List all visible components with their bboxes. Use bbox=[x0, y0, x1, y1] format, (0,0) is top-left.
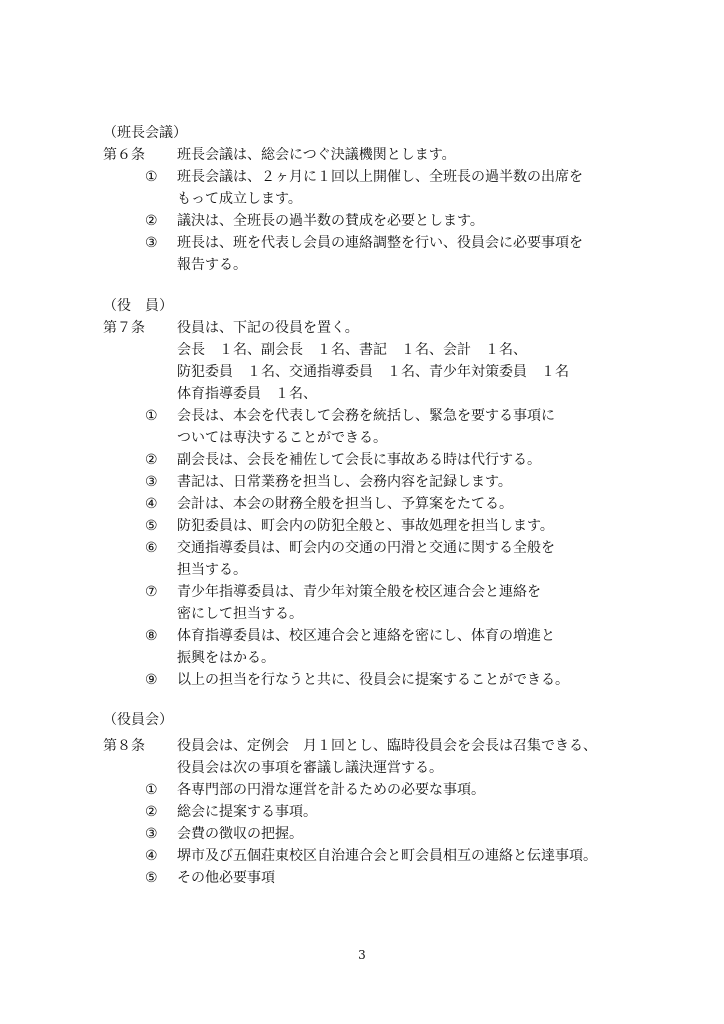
item-text: その他必要事項 bbox=[177, 870, 275, 886]
item-number: ③ bbox=[145, 474, 158, 490]
section-heading: （役員会） bbox=[103, 712, 173, 728]
officer-roster-line: 防犯委員 １名、交通指導委員 １名、青少年対策委員 １名 bbox=[177, 364, 569, 380]
item-number: ⑨ bbox=[145, 672, 158, 688]
item-text: 総会に提案する事項。 bbox=[177, 804, 317, 820]
officer-roster-line: 会長 １名、副会長 １名、書記 １名、会計 １名、 bbox=[177, 342, 527, 358]
item-text: 会費の徴収の把握。 bbox=[177, 826, 303, 842]
item-number: ① bbox=[145, 169, 158, 185]
item-text-continued: 密にして担当する。 bbox=[177, 606, 303, 622]
page-number: 3 bbox=[358, 948, 366, 962]
article-label: 第６条 bbox=[103, 147, 145, 163]
article-text-continued: 役員会は次の事項を審議し議決運営する。 bbox=[177, 760, 443, 776]
item-number: ⑤ bbox=[145, 518, 158, 534]
officer-roster-line: 体育指導委員 １名、 bbox=[177, 386, 317, 402]
item-text: 班長は、班を代表し会員の連絡調整を行い、役員会に必要事項を bbox=[177, 235, 583, 251]
item-text-continued: 担当する。 bbox=[177, 562, 247, 578]
item-text: 副会長は、会長を補佐して会長に事故ある時は代行する。 bbox=[177, 452, 541, 468]
article-text: 役員会は、定例会 月１回とし、臨時役員会を会長は召集できる、 bbox=[177, 738, 597, 754]
item-text: 防犯委員は、町会内の防犯全般と、事故処理を担当します。 bbox=[177, 518, 554, 534]
item-number: ① bbox=[145, 408, 158, 424]
item-number: ③ bbox=[145, 235, 158, 251]
item-number: ② bbox=[145, 804, 158, 820]
item-text: 議決は、全班長の過半数の賛成を必要とします。 bbox=[177, 213, 484, 229]
item-number: ⑧ bbox=[145, 628, 158, 644]
article-text: 役員は、下記の役員を置く。 bbox=[177, 320, 359, 336]
item-number: ③ bbox=[145, 826, 158, 842]
item-number: ④ bbox=[145, 496, 158, 512]
section-heading: （班長会議） bbox=[103, 125, 187, 141]
item-text: 書記は、日常業務を担当し、会務内容を記録します。 bbox=[177, 474, 512, 490]
item-text-continued: 振興をはかる。 bbox=[177, 650, 275, 666]
item-text: 青少年指導委員は、青少年対策全般を校区連合会と連絡を bbox=[177, 584, 541, 600]
item-text-continued: ついては専決することができる。 bbox=[177, 430, 387, 446]
article-label: 第８条 bbox=[103, 738, 145, 754]
item-number: ⑤ bbox=[145, 870, 158, 886]
section-heading: （役 員） bbox=[103, 298, 173, 314]
item-number: ⑥ bbox=[145, 540, 158, 556]
item-text: 堺市及び五個荘東校区自治連合会と町会員相互の連絡と伝達事項。 bbox=[177, 848, 597, 864]
item-number: ② bbox=[145, 452, 158, 468]
item-text: 会計は、本会の財務全般を担当し、予算案をたてる。 bbox=[177, 496, 513, 512]
article-label: 第７条 bbox=[103, 320, 145, 336]
item-text: 以上の担当を行なうと共に、役員会に提案することができる。 bbox=[177, 672, 569, 688]
item-number: ① bbox=[145, 782, 158, 798]
item-text: 班長会議は、２ヶ月に１回以上開催し、全班長の過半数の出席を bbox=[177, 169, 583, 185]
item-text: 会長は、本会を代表して会務を統括し、緊急を要する事項に bbox=[177, 408, 555, 424]
item-text-continued: もって成立します。 bbox=[177, 191, 302, 207]
item-text-continued: 報告する。 bbox=[177, 257, 247, 273]
item-text: 交通指導委員は、町会内の交通の円滑と交通に関する全般を bbox=[177, 540, 555, 556]
item-number: ② bbox=[145, 213, 158, 229]
article-text: 班長会議は、総会につぐ決議機関とします。 bbox=[177, 147, 456, 163]
item-number: ④ bbox=[145, 848, 158, 864]
item-number: ⑦ bbox=[145, 584, 158, 600]
item-text: 各専門部の円滑な運営を計るための必要な事項。 bbox=[177, 782, 485, 798]
item-text: 体育指導委員は、校区連合会と連絡を密にし、体育の増進と bbox=[177, 628, 555, 644]
